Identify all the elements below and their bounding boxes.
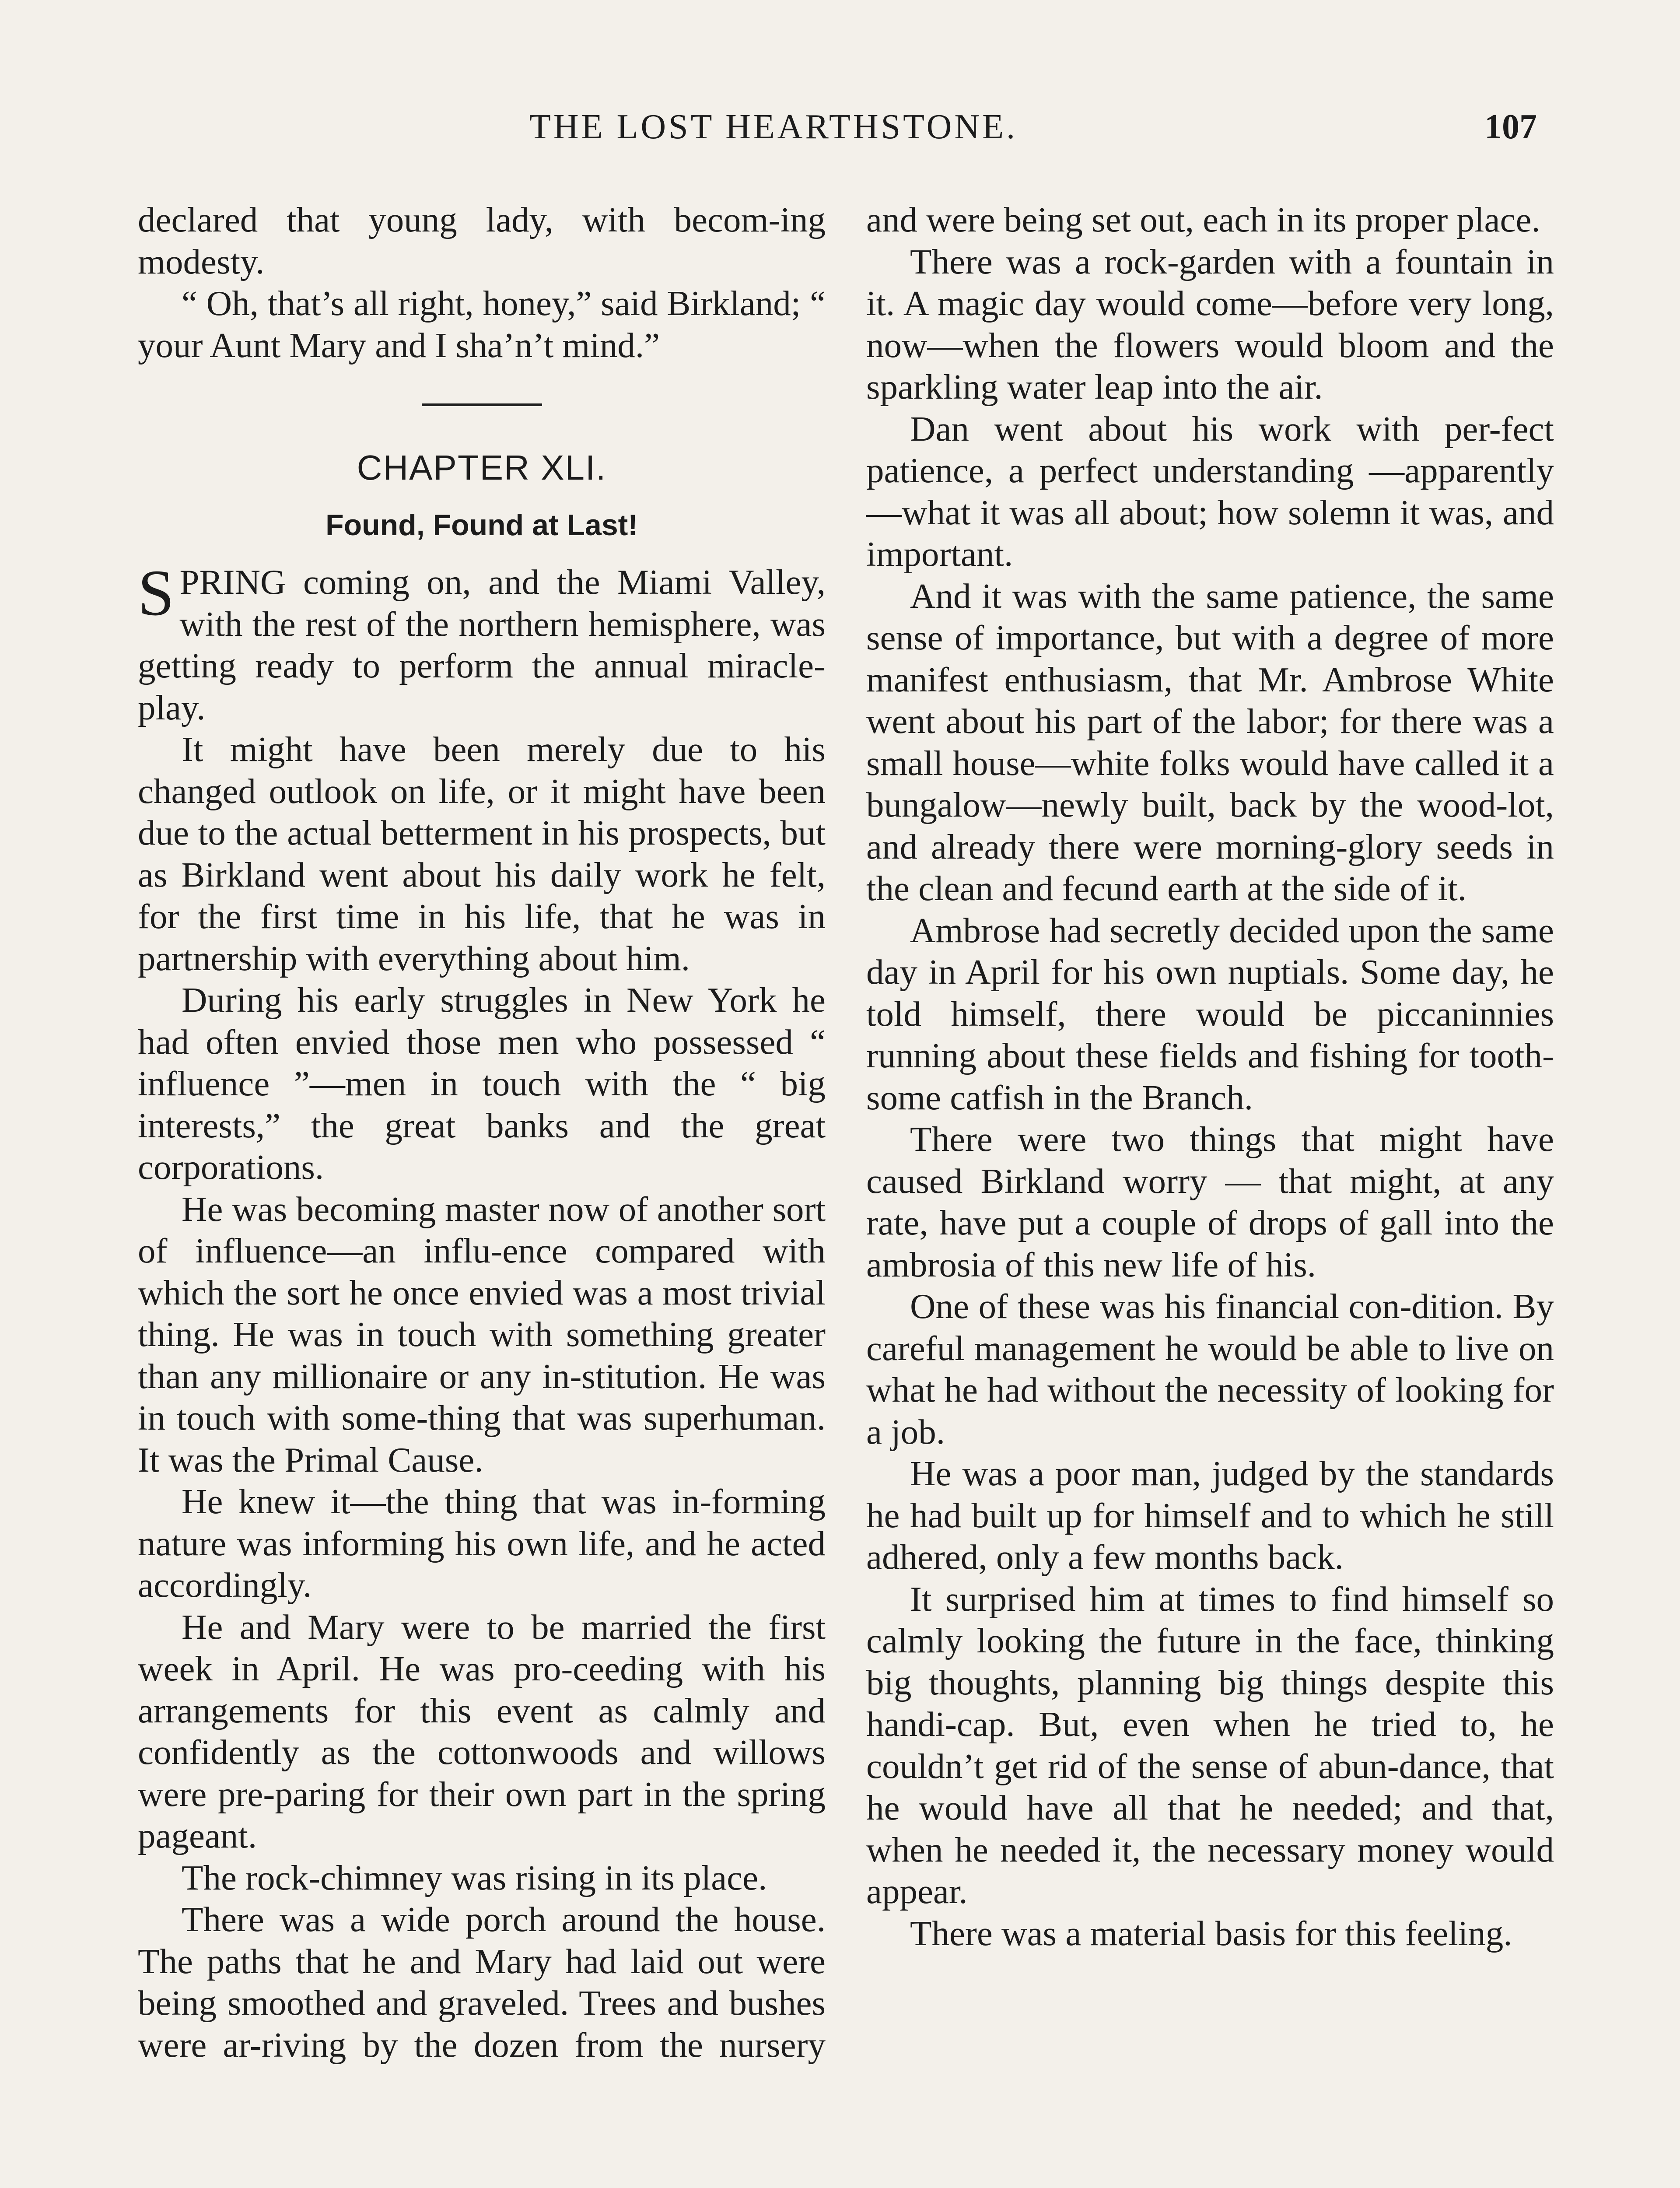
opening-text: PRING coming on, and the Miami Valley, with the rest of the northern hemisphere, was getting ready to perform the annual miracle-play. [138, 562, 826, 727]
paragraph: He knew it—the thing that was in-forming nature was informing his own life, and he acted accordingly. [138, 1482, 826, 1605]
paragraph: Dan went about his work with per-fect patience, a perfect understanding —apparently—what it was all about; how solemn it was, and important. [866, 409, 1554, 574]
paragraph: He was becoming master now of another sort of influence—an influ-ence compared with which the sort he once envied was a most trivial thing. He was in touch with something greater than any millionaire or any in-stitution. He was in touch with some-thing that was superhuman. It was the Primal Cause. [138, 1189, 826, 1480]
opening-paragraph [138, 557, 826, 729]
paragraph: And it was with the same patience, the same sense of importance, but with a degree of more manifest enthusiasm, that Mr. Ambrose White went about his part of the labor; for there was a small house—white folks would have called it a bungalow—newly built, back by the wood-lot, and already there were morning-glory seeds in the clean and fecund earth at the side of it. [866, 576, 1554, 908]
right-column [866, 199, 1554, 1954]
page-number: 107 [1484, 108, 1537, 146]
paragraph: The rock-chimney was rising in its place. [182, 1858, 767, 1897]
paragraph: There was a rock-garden with a fountain in it. A magic day would come—before very long, now—when the flowers would bloom and the sparkling water leap into the air. [866, 242, 1554, 407]
paragraph: There were two things that might have caused Birkland worry — that might, at any rate, have put a couple of drops of gall into the ambrosia of this new life of his. [866, 1119, 1554, 1284]
paragraph: He was a poor man, judged by the standards he had built up for himself and to which he still adhered, only a few months back. [866, 1454, 1554, 1577]
paragraph: and were being set out, each in its proper place. [866, 200, 1540, 239]
paragraph: One of these was his financial con-dition. By careful management he would be able to live on what he had without the necessity of looking for a job. [866, 1287, 1554, 1452]
paragraph: “ Oh, that’s all right, honey,” said Birkland; “ your Aunt Mary and I sha’n’t mind.” [138, 284, 826, 365]
chapter-title: CHAPTER XLI. [357, 448, 607, 487]
paragraph: He and Mary were to be married the first week in April. He was pro-ceeding with his arrangements for this event as calmly and confidently as the cottonwoods and willows were pre-paring for their own part in the spring pageant. [138, 1607, 826, 1855]
drop-cap: S [138, 557, 175, 629]
paragraph: It surprised him at times to find himself so calmly looking the future in the face, thinking big thoughts, planning big things despite this handi-cap. But, even when he tried to, he couldn’t get rid of the sense of abun-dance, that he would have all that he needed; and that, when he needed it, the necessary money would appear. [866, 1579, 1554, 1911]
paragraph: Ambrose had secretly decided upon the same day in April for his own nuptials. Some day, he told himself, there would be piccaninnies running about these fields and fishing for tooth-some catfish in the Branch. [866, 910, 1554, 1117]
running-head: THE LOST HEARTHSTONE. [529, 108, 1018, 146]
paragraph: It might have been merely due to his changed outlook on life, or it might have been due to the actual betterment in his prospects, but as Birkland went about his daily work he felt, for the first time in his life, that he was in partnership with everything about him. [138, 729, 826, 978]
paragraph: During his early struggles in New York he had often envied those men who possessed “ influence ”—men in touch with the “ big interests,” the great banks and the great corporations. [138, 980, 826, 1187]
chapter-subtitle: Found, Found at Last! [326, 508, 638, 542]
section-divider [422, 403, 542, 406]
paragraph: There was a wide porch around the house. The paths that he and Mary had laid out were being smoothed and graveled. Trees and bushes were ar-riving by the dozen from the nursery [138, 1900, 826, 2065]
paragraph: declared that young lady, with becom-ing modesty. [138, 200, 826, 281]
paragraph: There was a material basis for this feeling. [910, 1913, 1512, 1953]
left-column [138, 199, 826, 2066]
